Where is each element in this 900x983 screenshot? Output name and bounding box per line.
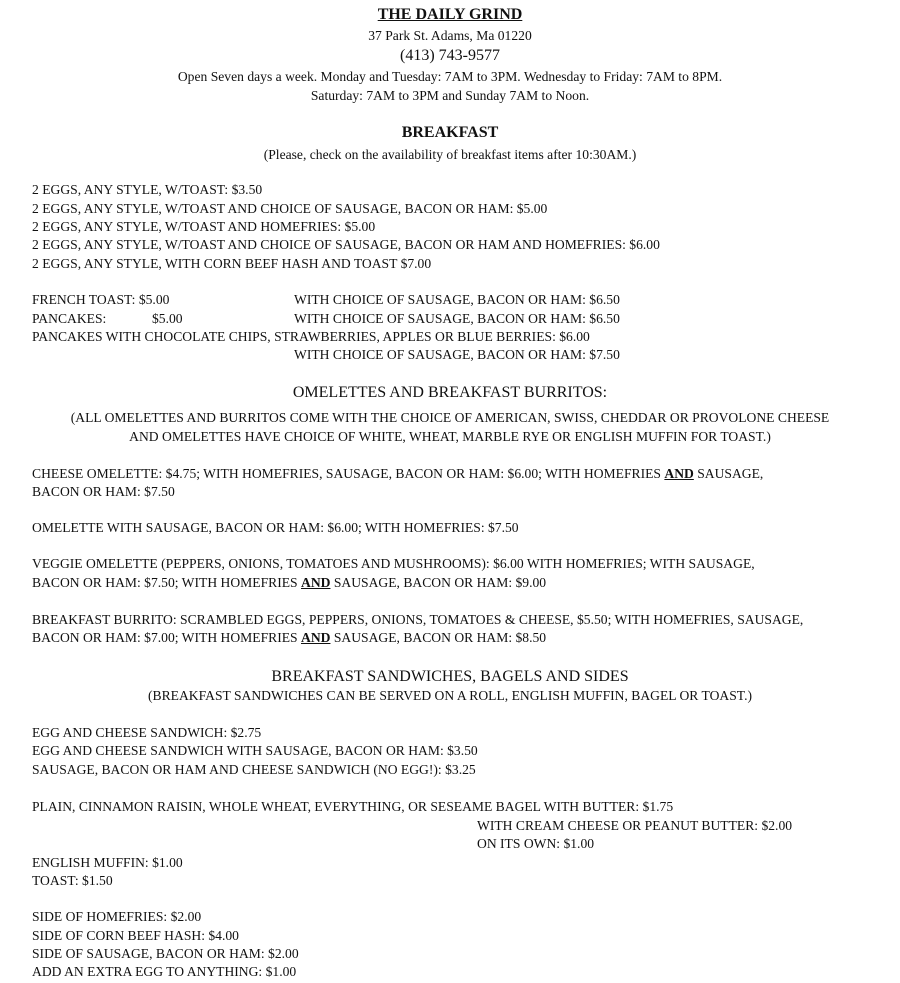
breakfast-note: (Please, check on the availability of breakfast items after 10:30AM.) <box>263 147 637 162</box>
burrito-line-1: BREAKFAST BURRITO: SCRAMBLED EGGS, PEPPERS, ONIONS, TOMATOES & CHEESE, $5.50; WITH HOMEFRIES, SAUSAGE, <box>32 612 804 627</box>
cheese-omelette-line-2: BACON OR HAM: $7.50 <box>32 484 175 499</box>
omelettes-heading: OMELETTES AND BREAKFAST BURRITOS: <box>292 384 608 401</box>
sandwich-item: EGG AND CHEESE SANDWICH WITH SAUSAGE, BACON OR HAM: $3.50 <box>32 743 478 758</box>
omelettes-note-1: (ALL OMELETTES AND BURRITOS COME WITH THE CHOICE OF AMERICAN, SWISS, CHEDDAR OR PROVOLONE CHEESE <box>70 410 830 425</box>
and-emphasis: AND <box>301 575 331 590</box>
cheese-omelette-text: CHEESE OMELETTE: $4.75; WITH HOMEFRIES, SAUSAGE, BACON OR HAM: $6.00; WITH HOMEFRIES <box>32 466 665 481</box>
toast-item: TOAST: $1.50 <box>32 873 113 888</box>
veggie-omelette-text: SAUSAGE, BACON OR HAM: $9.00 <box>330 575 547 590</box>
bagel-item: PLAIN, CINNAMON RAISIN, WHOLE WHEAT, EVERYTHING, OR SESEAME BAGEL WITH BUTTER: $1.75 <box>32 799 674 814</box>
and-emphasis: AND <box>664 466 694 481</box>
side-item: SIDE OF CORN BEEF HASH: $4.00 <box>32 928 239 943</box>
cheese-omelette-line-1 <box>32 466 763 482</box>
sandwiches-heading: BREAKFAST SANDWICHES, BAGELS AND SIDES <box>271 668 629 685</box>
veggie-omelette-line-2 <box>32 575 546 591</box>
restaurant-phone: (413) 743-9577 <box>400 47 500 64</box>
hours-line-1: Open Seven days a week. Monday and Tuesday: 7AM to 3PM. Wednesday to Friday: 7AM to 8PM. <box>177 69 723 84</box>
egg-item: 2 EGGS, ANY STYLE, W/TOAST AND HOMEFRIES: $5.00 <box>32 219 376 234</box>
pancakes-fruit-meat-item: WITH CHOICE OF SAUSAGE, BACON OR HAM: $7.50 <box>294 347 620 362</box>
egg-item: 2 EGGS, ANY STYLE, W/TOAST: $3.50 <box>32 182 263 197</box>
and-emphasis: AND <box>301 630 331 645</box>
burrito-line-2 <box>32 630 546 646</box>
omelettes-note-2: AND OMELETTES HAVE CHOICE OF WHITE, WHEAT, MARBLE RYE OR ENGLISH MUFFIN FOR TOAST.) <box>129 429 771 444</box>
burrito-text: BACON OR HAM: $7.00; WITH HOMEFRIES <box>32 630 301 645</box>
french-toast-item: FRENCH TOAST: $5.00 <box>32 292 170 307</box>
bagel-own-item: ON ITS OWN: $1.00 <box>477 836 595 851</box>
meat-omelette-item: OMELETTE WITH SAUSAGE, BACON OR HAM: $6.00; WITH HOMEFRIES: $7.50 <box>32 520 519 535</box>
egg-item: 2 EGGS, ANY STYLE, W/TOAST AND CHOICE OF SAUSAGE, BACON OR HAM AND HOMEFRIES: $6.00 <box>32 237 660 252</box>
sandwich-item: SAUSAGE, BACON OR HAM AND CHEESE SANDWICH (NO EGG!): $3.25 <box>32 762 476 777</box>
pancakes-label: PANCAKES: <box>32 311 107 326</box>
egg-item: 2 EGGS, ANY STYLE, WITH CORN BEEF HASH AND TOAST $7.00 <box>32 256 432 271</box>
breakfast-heading: BREAKFAST <box>401 124 499 141</box>
pancakes-meat-item: WITH CHOICE OF SAUSAGE, BACON OR HAM: $6.50 <box>294 311 620 326</box>
pancakes-fruit-item: PANCAKES WITH CHOCOLATE CHIPS, STRAWBERRIES, APPLES OR BLUE BERRIES: $6.00 <box>32 329 590 344</box>
hours-line-2: Saturday: 7AM to 3PM and Sunday 7AM to Noon. <box>310 88 590 103</box>
restaurant-address: 37 Park St. Adams, Ma 01220 <box>368 28 532 43</box>
veggie-omelette-text: BACON OR HAM: $7.50; WITH HOMEFRIES <box>32 575 301 590</box>
burrito-text: SAUSAGE, BACON OR HAM: $8.50 <box>330 630 547 645</box>
side-item: SIDE OF HOMEFRIES: $2.00 <box>32 909 202 924</box>
pancakes-price: $5.00 <box>152 311 183 326</box>
bagel-cream-item: WITH CREAM CHEESE OR PEANUT BUTTER: $2.00 <box>477 818 793 833</box>
side-item: SIDE OF SAUSAGE, BACON OR HAM: $2.00 <box>32 946 299 961</box>
english-muffin-item: ENGLISH MUFFIN: $1.00 <box>32 855 183 870</box>
cheese-omelette-text: SAUSAGE, <box>693 466 764 481</box>
egg-item: 2 EGGS, ANY STYLE, W/TOAST AND CHOICE OF SAUSAGE, BACON OR HAM: $5.00 <box>32 201 548 216</box>
french-toast-meat-item: WITH CHOICE OF SAUSAGE, BACON OR HAM: $6.50 <box>294 292 620 307</box>
restaurant-title: THE DAILY GRIND <box>377 6 523 23</box>
veggie-omelette-line-1: VEGGIE OMELETTE (PEPPERS, ONIONS, TOMATOES AND MUSHROOMS): $6.00 WITH HOMEFRIES; WITH SAUSAGE, <box>32 556 755 571</box>
sandwich-item: EGG AND CHEESE SANDWICH: $2.75 <box>32 725 262 740</box>
side-item: ADD AN EXTRA EGG TO ANYTHING: $1.00 <box>32 964 297 979</box>
sandwiches-note: (BREAKFAST SANDWICHES CAN BE SERVED ON A ROLL, ENGLISH MUFFIN, BAGEL OR TOAST.) <box>148 688 752 703</box>
